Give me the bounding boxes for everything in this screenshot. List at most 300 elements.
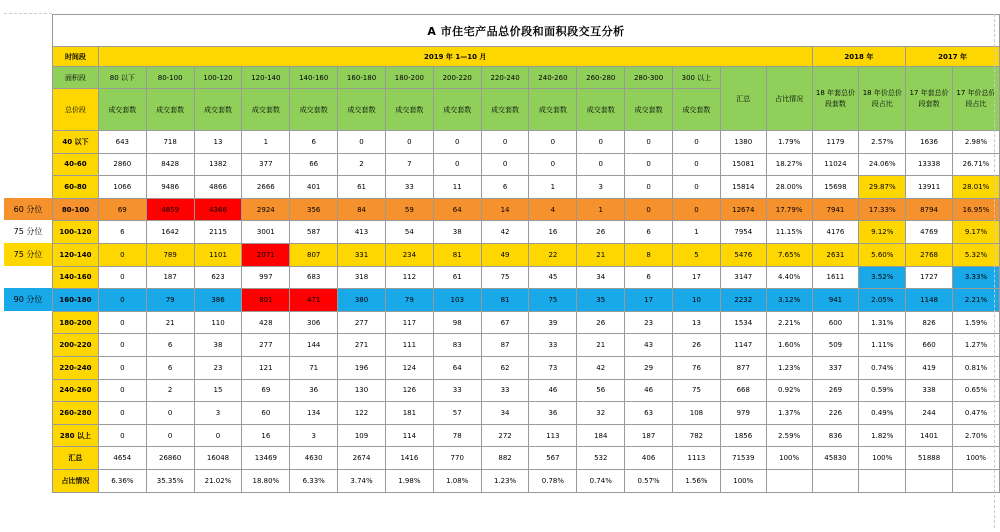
- deal-count-cell: 272: [481, 424, 529, 447]
- deal-count-cell: 103: [433, 289, 481, 312]
- share-cell: 2.21%: [766, 311, 812, 334]
- area-band-header: 220-240: [481, 67, 529, 89]
- deal-count-cell: 78: [433, 424, 481, 447]
- y17-count-cell: 244: [906, 402, 953, 425]
- deal-count-cell: 14: [481, 198, 529, 221]
- deal-count-cell: 87: [481, 334, 529, 357]
- y18-share-cell: 17.33%: [859, 198, 906, 221]
- share-header: 占比情况: [766, 67, 812, 131]
- area-band-header: 140-160: [290, 67, 338, 89]
- deal-count-cell: 111: [385, 334, 433, 357]
- deal-count-cell: 0: [577, 131, 625, 154]
- period-2019-header: 2019 年 1—10 月: [98, 47, 812, 67]
- deal-count-cell: 184: [577, 424, 625, 447]
- share-cell: 18.27%: [766, 153, 812, 176]
- deal-count-cell: 21: [577, 334, 625, 357]
- deal-count-cell: 49: [481, 243, 529, 266]
- share-row-cell: 1.08%: [433, 469, 481, 492]
- y17-share-cell: 16.95%: [952, 198, 999, 221]
- deal-count-cell: 66: [290, 153, 338, 176]
- deal-count-cell: 33: [433, 379, 481, 402]
- deal-count-cell: 61: [338, 176, 386, 199]
- deal-count-cell: 29: [625, 356, 673, 379]
- deal-count-cell: 23: [625, 311, 673, 334]
- y18-count-cell: 7941: [812, 198, 859, 221]
- deal-count-cell: 124: [385, 356, 433, 379]
- share-row-cell: 0.74%: [577, 469, 625, 492]
- deal-count-cell: 59: [385, 198, 433, 221]
- deal-count-cell: 4859: [146, 198, 194, 221]
- deal-count-cell: 2860: [98, 153, 146, 176]
- y18-share-cell: 3.52%: [859, 266, 906, 289]
- deal-count-cell: 2666: [242, 176, 290, 199]
- deal-count-cell: 73: [529, 356, 577, 379]
- summary-row: [53, 447, 1000, 470]
- deal-count-cell: 62: [481, 356, 529, 379]
- area-band-label: 面积段: [53, 67, 99, 89]
- deal-count-header: 成交套数: [625, 89, 673, 131]
- y17-count-cell: 4769: [906, 221, 953, 244]
- deal-count-cell: 1: [673, 221, 721, 244]
- summary-row-cell: 4630: [290, 447, 338, 470]
- deal-count-cell: 4: [529, 198, 577, 221]
- deal-count-cell: 0: [529, 131, 577, 154]
- summary-row-cell: 532: [577, 447, 625, 470]
- y17-share-cell: 2.98%: [952, 131, 999, 154]
- deal-count-cell: 0: [481, 153, 529, 176]
- area-band-header: 180-200: [385, 67, 433, 89]
- summary-row-cell: 2674: [338, 447, 386, 470]
- deal-count-cell: 42: [481, 221, 529, 244]
- deal-count-cell: 0: [673, 198, 721, 221]
- deal-count-cell: 587: [290, 221, 338, 244]
- deal-count-cell: 75: [481, 266, 529, 289]
- deal-count-cell: 0: [625, 131, 673, 154]
- y18-count-cell: 337: [812, 356, 859, 379]
- share-row-total: 100%: [720, 469, 766, 492]
- y17-count-cell: 13911: [906, 176, 953, 199]
- deal-count-cell: 0: [673, 131, 721, 154]
- deal-count-header: 成交套数: [481, 89, 529, 131]
- table-row: [53, 153, 1000, 176]
- share-row-y17p: [952, 469, 999, 492]
- deal-count-cell: 76: [673, 356, 721, 379]
- table-row: [53, 131, 1000, 154]
- area-band-header: 260-280: [577, 67, 625, 89]
- deal-count-cell: 32: [577, 402, 625, 425]
- y18-share-cell: 29.87%: [859, 176, 906, 199]
- area-band-header: 120-140: [242, 67, 290, 89]
- deal-count-cell: 271: [338, 334, 386, 357]
- deal-count-cell: 43: [625, 334, 673, 357]
- deal-count-header: 成交套数: [194, 89, 242, 131]
- deal-count-cell: 1101: [194, 243, 242, 266]
- deal-count-cell: 3: [577, 176, 625, 199]
- deal-count-cell: 0: [98, 424, 146, 447]
- share-row-y17n: [906, 469, 953, 492]
- year-2018-header: 2018 年: [812, 47, 906, 67]
- deal-count-cell: 134: [290, 402, 338, 425]
- deal-count-cell: 0: [529, 153, 577, 176]
- price-band-cell: 220-240: [53, 356, 99, 379]
- deal-count-cell: 7: [385, 153, 433, 176]
- deal-count-cell: 42: [577, 356, 625, 379]
- deal-count-cell: 6: [625, 266, 673, 289]
- y17-count-cell: 1148: [906, 289, 953, 312]
- deal-count-cell: 1382: [194, 153, 242, 176]
- deal-count-cell: 23: [194, 356, 242, 379]
- deal-count-cell: 801: [242, 289, 290, 312]
- y17-count-cell: 338: [906, 379, 953, 402]
- y18-share-cell: 0.74%: [859, 356, 906, 379]
- percentile-label: 75 分位: [4, 243, 52, 266]
- deal-count-cell: 33: [481, 379, 529, 402]
- y17-count-cell: 2768: [906, 243, 953, 266]
- y18-share-cell: 9.12%: [859, 221, 906, 244]
- price-band-cell: 180-200: [53, 311, 99, 334]
- deal-count-cell: 38: [433, 221, 481, 244]
- deal-count-cell: 61: [433, 266, 481, 289]
- deal-count-header: 成交套数: [242, 89, 290, 131]
- deal-count-cell: 8: [625, 243, 673, 266]
- price-band-cell: 260-280: [53, 402, 99, 425]
- deal-count-cell: 17: [673, 266, 721, 289]
- y18-share-cell: 0.49%: [859, 402, 906, 425]
- deal-count-cell: 683: [290, 266, 338, 289]
- summary-row-cell: 1416: [385, 447, 433, 470]
- deal-count-cell: 122: [338, 402, 386, 425]
- total-cell: 12674: [720, 198, 766, 221]
- deal-count-cell: 386: [194, 289, 242, 312]
- share-cell: 0.92%: [766, 379, 812, 402]
- y18-count-cell: 269: [812, 379, 859, 402]
- deal-count-cell: 26: [673, 334, 721, 357]
- deal-count-cell: 318: [338, 266, 386, 289]
- table-row: [53, 289, 1000, 312]
- price-band-cell: 200-220: [53, 334, 99, 357]
- share-cell: 17.79%: [766, 198, 812, 221]
- deal-count-cell: 33: [529, 334, 577, 357]
- deal-count-cell: 13: [194, 131, 242, 154]
- y18-count-cell: 15698: [812, 176, 859, 199]
- share-cell: 3.12%: [766, 289, 812, 312]
- deal-count-cell: 15: [194, 379, 242, 402]
- deal-count-cell: 10: [673, 289, 721, 312]
- percentile-label: 90 分位: [4, 288, 52, 311]
- share-cell: 1.60%: [766, 334, 812, 357]
- deal-count-cell: 623: [194, 266, 242, 289]
- sheet-edge: [994, 14, 995, 528]
- share-cell: 1.23%: [766, 356, 812, 379]
- deal-count-cell: 126: [385, 379, 433, 402]
- deal-count-cell: 69: [98, 198, 146, 221]
- total-cell: 877: [720, 356, 766, 379]
- total-header: 汇总: [720, 67, 766, 131]
- price-band-cell: 160-180: [53, 289, 99, 312]
- share-row: [53, 469, 1000, 492]
- deal-count-cell: 413: [338, 221, 386, 244]
- table-row: [53, 334, 1000, 357]
- y18-share-cell: 5.60%: [859, 243, 906, 266]
- y17-share-cell: 1.59%: [952, 311, 999, 334]
- table-row: [53, 243, 1000, 266]
- deal-count-cell: 121: [242, 356, 290, 379]
- deal-count-cell: 0: [98, 379, 146, 402]
- share-cell: 11.15%: [766, 221, 812, 244]
- summary-row-cell: 1113: [673, 447, 721, 470]
- deal-count-cell: 45: [529, 266, 577, 289]
- deal-count-cell: 69: [242, 379, 290, 402]
- deal-count-cell: 377: [242, 153, 290, 176]
- table-row: [53, 311, 1000, 334]
- y18-count-cell: 1611: [812, 266, 859, 289]
- y18-count-cell: 836: [812, 424, 859, 447]
- total-cell: 7954: [720, 221, 766, 244]
- deal-count-cell: 26: [577, 311, 625, 334]
- deal-count-cell: 0: [433, 153, 481, 176]
- deal-count-cell: 0: [481, 131, 529, 154]
- deal-count-cell: 0: [98, 334, 146, 357]
- deal-count-cell: 98: [433, 311, 481, 334]
- deal-count-header: 成交套数: [673, 89, 721, 131]
- y17-share-cell: 0.65%: [952, 379, 999, 402]
- y18-share-cell: 24.06%: [859, 153, 906, 176]
- share-row-label: 占比情况: [53, 469, 99, 492]
- deal-count-cell: 401: [290, 176, 338, 199]
- share-cell: 1.37%: [766, 402, 812, 425]
- deal-count-cell: 2: [146, 379, 194, 402]
- y17-count-cell: 8794: [906, 198, 953, 221]
- deal-count-cell: 181: [385, 402, 433, 425]
- y18-count-cell: 226: [812, 402, 859, 425]
- deal-count-cell: 1: [529, 176, 577, 199]
- summary-row-y17p: 100%: [952, 447, 999, 470]
- deal-count-cell: 9486: [146, 176, 194, 199]
- percentile-label: 75 分位: [13, 227, 43, 237]
- deal-count-header: 成交套数: [385, 89, 433, 131]
- share-row-cell: 0.78%: [529, 469, 577, 492]
- share-row-cell: 1.23%: [481, 469, 529, 492]
- y17-share-cell: 2.21%: [952, 289, 999, 312]
- deal-count-cell: 0: [98, 311, 146, 334]
- deal-count-cell: 356: [290, 198, 338, 221]
- share-cell: 4.40%: [766, 266, 812, 289]
- summary-row-cell: 13469: [242, 447, 290, 470]
- share-row-y18p: [859, 469, 906, 492]
- price-band-cell: 280 以上: [53, 424, 99, 447]
- side-spacer: [4, 0, 52, 14]
- table-title: A 市住宅产品总价段和面积段交互分析: [53, 15, 1000, 47]
- y18-count-cell: 1179: [812, 131, 859, 154]
- share-row-cell: 21.02%: [194, 469, 242, 492]
- total-cell: 1380: [720, 131, 766, 154]
- y17-count-cell: 1636: [906, 131, 953, 154]
- deal-count-header: 成交套数: [338, 89, 386, 131]
- share-row-cell: 18.80%: [242, 469, 290, 492]
- deal-count-cell: 16: [529, 221, 577, 244]
- deal-count-cell: 75: [529, 289, 577, 312]
- deal-count-cell: 57: [433, 402, 481, 425]
- area-band-header: 160-180: [338, 67, 386, 89]
- share-row-y18n: [812, 469, 859, 492]
- deal-count-cell: 35: [577, 289, 625, 312]
- deal-count-cell: 21: [577, 243, 625, 266]
- y17-share-cell: 28.01%: [952, 176, 999, 199]
- share-row-cell: 1.56%: [673, 469, 721, 492]
- deal-count-cell: 46: [625, 379, 673, 402]
- deal-count-cell: 2071: [242, 243, 290, 266]
- area-band-header: 100-120: [194, 67, 242, 89]
- deal-count-header: 成交套数: [98, 89, 146, 131]
- summary-row-cell: 770: [433, 447, 481, 470]
- y17-count-cell: 660: [906, 334, 953, 357]
- y18-count-header: 18 年套总价段套数: [812, 67, 859, 131]
- deal-count-cell: 34: [481, 402, 529, 425]
- deal-count-cell: 6: [146, 356, 194, 379]
- year-2017-header: 2017 年: [906, 47, 1000, 67]
- deal-count-cell: 0: [98, 266, 146, 289]
- y18-share-header: 18 年价总价段占比: [859, 67, 906, 131]
- summary-row-cell: 16048: [194, 447, 242, 470]
- deal-count-cell: 33: [385, 176, 433, 199]
- time-period-label: 时间段: [53, 47, 99, 67]
- deal-count-cell: 718: [146, 131, 194, 154]
- deal-count-cell: 2: [338, 153, 386, 176]
- deal-count-cell: 109: [338, 424, 386, 447]
- share-cell: 1.79%: [766, 131, 812, 154]
- deal-count-cell: 1642: [146, 221, 194, 244]
- deal-count-cell: 64: [433, 356, 481, 379]
- deal-count-cell: 196: [338, 356, 386, 379]
- deal-count-cell: 54: [385, 221, 433, 244]
- deal-count-cell: 39: [529, 311, 577, 334]
- deal-count-cell: 11: [433, 176, 481, 199]
- total-cell: 15814: [720, 176, 766, 199]
- y18-count-cell: 941: [812, 289, 859, 312]
- deal-count-cell: 36: [290, 379, 338, 402]
- deal-count-cell: 0: [98, 402, 146, 425]
- summary-row-cell: 406: [625, 447, 673, 470]
- deal-count-cell: 3: [290, 424, 338, 447]
- deal-count-cell: 84: [338, 198, 386, 221]
- y17-share-cell: 9.17%: [952, 221, 999, 244]
- deal-count-cell: 79: [385, 289, 433, 312]
- y18-count-cell: 11024: [812, 153, 859, 176]
- deal-count-cell: 64: [433, 198, 481, 221]
- deal-count-cell: 117: [385, 311, 433, 334]
- price-band-cell: 80-100: [53, 198, 99, 221]
- share-row-cell: 3.74%: [338, 469, 386, 492]
- summary-row-label: 汇总: [53, 447, 99, 470]
- area-band-header: 80 以下: [98, 67, 146, 89]
- summary-row-cell: 567: [529, 447, 577, 470]
- cross-analysis-table: [52, 14, 1000, 493]
- y18-share-cell: 1.11%: [859, 334, 906, 357]
- y17-count-cell: 826: [906, 311, 953, 334]
- summary-row-cell: 882: [481, 447, 529, 470]
- deal-count-cell: 60: [242, 402, 290, 425]
- deal-count-cell: 0: [625, 153, 673, 176]
- total-cell: 668: [720, 379, 766, 402]
- y17-share-header: 17 年价总价段占比: [952, 67, 999, 131]
- deal-count-cell: 471: [290, 289, 338, 312]
- deal-count-cell: 113: [529, 424, 577, 447]
- deal-count-cell: 16: [242, 424, 290, 447]
- deal-count-cell: 81: [481, 289, 529, 312]
- deal-count-cell: 67: [481, 311, 529, 334]
- y17-share-cell: 26.71%: [952, 153, 999, 176]
- deal-count-cell: 807: [290, 243, 338, 266]
- summary-row-cell: 4654: [98, 447, 146, 470]
- price-band-cell: 40-60: [53, 153, 99, 176]
- summary-row-y17n: 51888: [906, 447, 953, 470]
- y17-share-cell: 2.70%: [952, 424, 999, 447]
- deal-count-cell: 187: [625, 424, 673, 447]
- summary-row-total: 71539: [720, 447, 766, 470]
- deal-count-header: 成交套数: [529, 89, 577, 131]
- deal-count-cell: 0: [194, 424, 242, 447]
- deal-count-cell: 46: [529, 379, 577, 402]
- deal-count-cell: 0: [98, 356, 146, 379]
- deal-count-cell: 4366: [194, 198, 242, 221]
- deal-count-cell: 789: [146, 243, 194, 266]
- total-cell: 979: [720, 402, 766, 425]
- deal-count-cell: 144: [290, 334, 338, 357]
- y18-share-cell: 0.59%: [859, 379, 906, 402]
- deal-count-cell: 4866: [194, 176, 242, 199]
- deal-count-cell: 130: [338, 379, 386, 402]
- total-cell: 3147: [720, 266, 766, 289]
- deal-count-cell: 79: [146, 289, 194, 312]
- deal-count-cell: 0: [673, 176, 721, 199]
- y17-count-cell: 13338: [906, 153, 953, 176]
- y17-share-cell: 3.33%: [952, 266, 999, 289]
- summary-row-cell: 26860: [146, 447, 194, 470]
- price-band-cell: 240-260: [53, 379, 99, 402]
- y18-share-cell: 2.57%: [859, 131, 906, 154]
- table-row: [53, 402, 1000, 425]
- y17-count-header: 17 年套总价段套数: [906, 67, 953, 131]
- deal-count-cell: 26: [577, 221, 625, 244]
- table-row: [53, 198, 1000, 221]
- price-band-cell: 120-140: [53, 243, 99, 266]
- table-row: [53, 176, 1000, 199]
- deal-count-header: 成交套数: [433, 89, 481, 131]
- percentile-label: 60 分位: [4, 198, 52, 221]
- deal-count-cell: 0: [146, 424, 194, 447]
- deal-count-cell: 0: [673, 153, 721, 176]
- deal-count-cell: 277: [338, 311, 386, 334]
- deal-count-cell: 38: [194, 334, 242, 357]
- deal-count-cell: 6: [98, 221, 146, 244]
- price-band-cell: 100-120: [53, 221, 99, 244]
- y18-count-cell: 4176: [812, 221, 859, 244]
- table-row: [53, 266, 1000, 289]
- y18-share-cell: 2.05%: [859, 289, 906, 312]
- share-cell: 28.00%: [766, 176, 812, 199]
- table-row: [53, 356, 1000, 379]
- deal-count-cell: 6: [146, 334, 194, 357]
- deal-count-header: 成交套数: [146, 89, 194, 131]
- y17-share-cell: 1.27%: [952, 334, 999, 357]
- deal-count-cell: 6: [625, 221, 673, 244]
- price-band-cell: 60-80: [53, 176, 99, 199]
- total-cell: 15081: [720, 153, 766, 176]
- deal-count-cell: 83: [433, 334, 481, 357]
- deal-count-cell: 21: [146, 311, 194, 334]
- deal-count-cell: 110: [194, 311, 242, 334]
- y18-count-cell: 509: [812, 334, 859, 357]
